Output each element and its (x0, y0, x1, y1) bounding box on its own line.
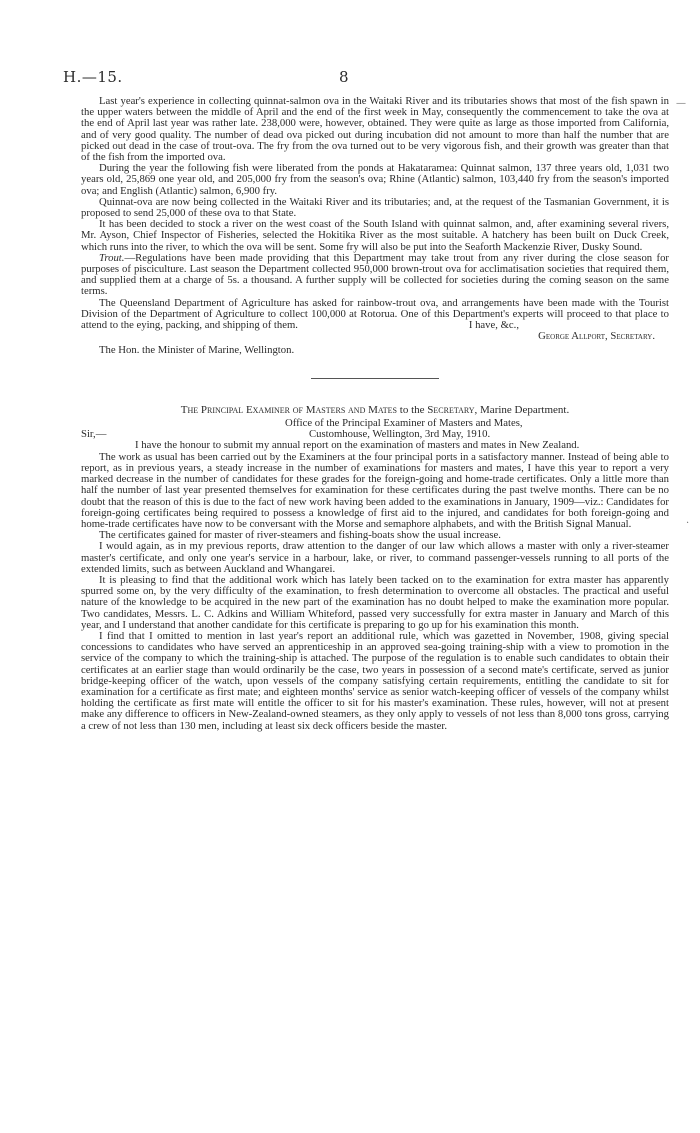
paragraph: I have the honour to submit my annual report on the examination of masters and mates in New Zealand. (135, 439, 580, 452)
section-divider (311, 378, 439, 379)
page-number: 8 (339, 68, 350, 86)
paragraph: I would again, as in my previous reports, draw attention to the danger of our law which allows a master with only a river-steamer master's certificate, and only one year's service in a harbour, lake, or river, to command passenger-vessels running to all ports of the extended limits, such as between Auckland and Whangarei. (81, 540, 669, 575)
paragraph: The certificates gained for master of river-steamers and fishing-boats show the usual increase. (99, 529, 501, 542)
paragraph: The Queensland Department of Agriculture has asked for rainbow-trout ova, and arrangements have been made with the Tourist Division of the Department of Agriculture to collect 100,000 at Rotorua. One of this Department's experts will proceed to that place to attend to the eying, packing, and shipping of them. (81, 296, 669, 332)
heading-from: The Principal Examiner of Masters and Mates (180, 403, 398, 416)
document-reference: H.—15. (63, 68, 123, 86)
paragraph: It is pleasing to find that the additional work which has lately been tacked on to the examination for extra master has apparently spurred some on, by the very difficulty of the examination, to fresh determination to overcome all obstacles. The practical and useful nature of the knowledge to be acquired in the new part of the examination has no doubt helped to make the examination more popular. Two candidates, Messrs. L. C. Adkins and William Whiteford, passed very successfully for extra master in January and March of this year, and I understand that another candidate for this certificate is preparing to go up for his examination this month. (81, 573, 669, 631)
page-header (63, 68, 363, 86)
paragraph: I find that I omitted to mention in last year's report an additional rule, which was gazetted in November, 1908, giving special concessions to candidates who have served an apprenticeship in an approved sea-going training-ship with a view to promotion in the service of the company to which the training-ship is attached. The purpose of the regulation is to enable such candidates to obtain their certificates at an earlier stage than would ordinarily be the case, two years in possession of a second mate's certificate, served as junior bridge-keeping officer of the watch, upon vessels of the company satisfying certain requirements, entitling the candidate to sit for examination for a certificate as first mate; and eighteen months' service as senior watch-keeping officer of vessels of the company whilst holding the certificate as first mate will entitle the officer to sit for his master's examination. These rules, however, will not at present make any difference to officers in New-Zealand-owned steamers, as they only apply to vessels of not less than 8,000 tons gross, carrying a crew of not less than 130 men, including at least six deck officers beside the master. (81, 629, 669, 732)
paragraph: The work as usual has been carried out by the Examiners at the four principal ports in a satisfactory manner. Instead of being able to report, as in previous years, a steady increase in the number of examinations for masters and mates, I have this year to report a very marked decrease in the number of candidates for these grades for the foreign-going and home-trade certificates. Only a little more than half the number of last year presented themselves for examination for these certificates during the past twelve months. There can be no doubt that the reason of this is due to the fact of new work having been added to the examinations in January, 1909—viz.: Candidates for foreign-going certificates being required to possess a knowledge of first aid to the injured, and candidates for both foreign-going and home-trade certificates have now to be conversant with the Morse and semaphore alphabets, and with the British Signal Manual. (81, 450, 669, 530)
heading-secretary: Secretary, (427, 403, 478, 416)
paragraph: During the year the following fish were liberated from the ponds at Hakataramea: Quinnat salmon, 137 three years old, 1,031 two years old, 25,869 one year old, and 205,000 fry from the season's ova; Rhine (Atlantic) salmon, 103,440 fry from the season's imported ova; and English (Atlantic) salmon, 6,900 fry. (81, 162, 669, 197)
salutation: Sir,— (81, 428, 107, 441)
heading-dept: Marine Department. (480, 403, 570, 416)
heading-to: to the (399, 403, 425, 416)
addressee: The Hon. the Minister of Marine, Wellington. (99, 343, 295, 356)
trout-paragraph (81, 253, 669, 298)
signature: George Allport, Secretary. (538, 330, 655, 343)
paragraph: It has been decided to stock a river on the west coast of the South Island with quinnat salmon, and, after examining several rivers, Mr. Ayson, Chief Inspector of Fisheries, selected the Hokitika River as the most suitable. A hatchery has been built on Duck Creek, which runs into the river, to which the ova will be sent. Some fry will also be put into the Seaforth Mackenzie River, Dusky Sound. (81, 218, 669, 253)
closing-have: I have, &c., (468, 319, 519, 332)
paragraph: Quinnat-ova are now being collected in the Waitaki River and its tributaries; and, at the request of the Tasmanian Government, it is proposed to send 25,000 of these ova to that State. (81, 195, 669, 220)
place-date: Customhouse, Wellington, 3rd May, 1910. (309, 428, 491, 441)
letter-heading (81, 405, 669, 416)
trout-label: Trout. (99, 251, 125, 264)
paragraph: Last year's experience in collecting quinnat-salmon ova in the Waitaki River and its tributaries shows that most of the fish spawn in the upper waters between the middle of April and the end of the first week in May, consequently the commencement to take the ova at the end of April last year was rather late. 238,000 were, however, obtained. They were quite as large as those imported from California, and of very good quality. The number of dead ova picked out during incubation did not amount to more than half the number that are picked out dead in the case of trout-ova. The fry from the ova turned out to be very vigorous fish, and their growth was greater than that of the fish from the imported ova. (81, 95, 669, 164)
document-body (81, 96, 669, 732)
margin-mark: — (676, 98, 686, 109)
office-address: Office of the Principal Examiner of Masters and Mates, (285, 417, 523, 430)
trout-text: —Regulations have been made providing that this Department may take trout from any river during the close season for purposes of pisciculture. Last season the Department collected 950,000 brown-trout ova for acclimatisation societies that required them, and supplied them at a charge of 5s. a thousand. A further supply will be collected for societies during the coming season on the same terms. (81, 251, 669, 298)
margin-mark: · (686, 518, 690, 529)
